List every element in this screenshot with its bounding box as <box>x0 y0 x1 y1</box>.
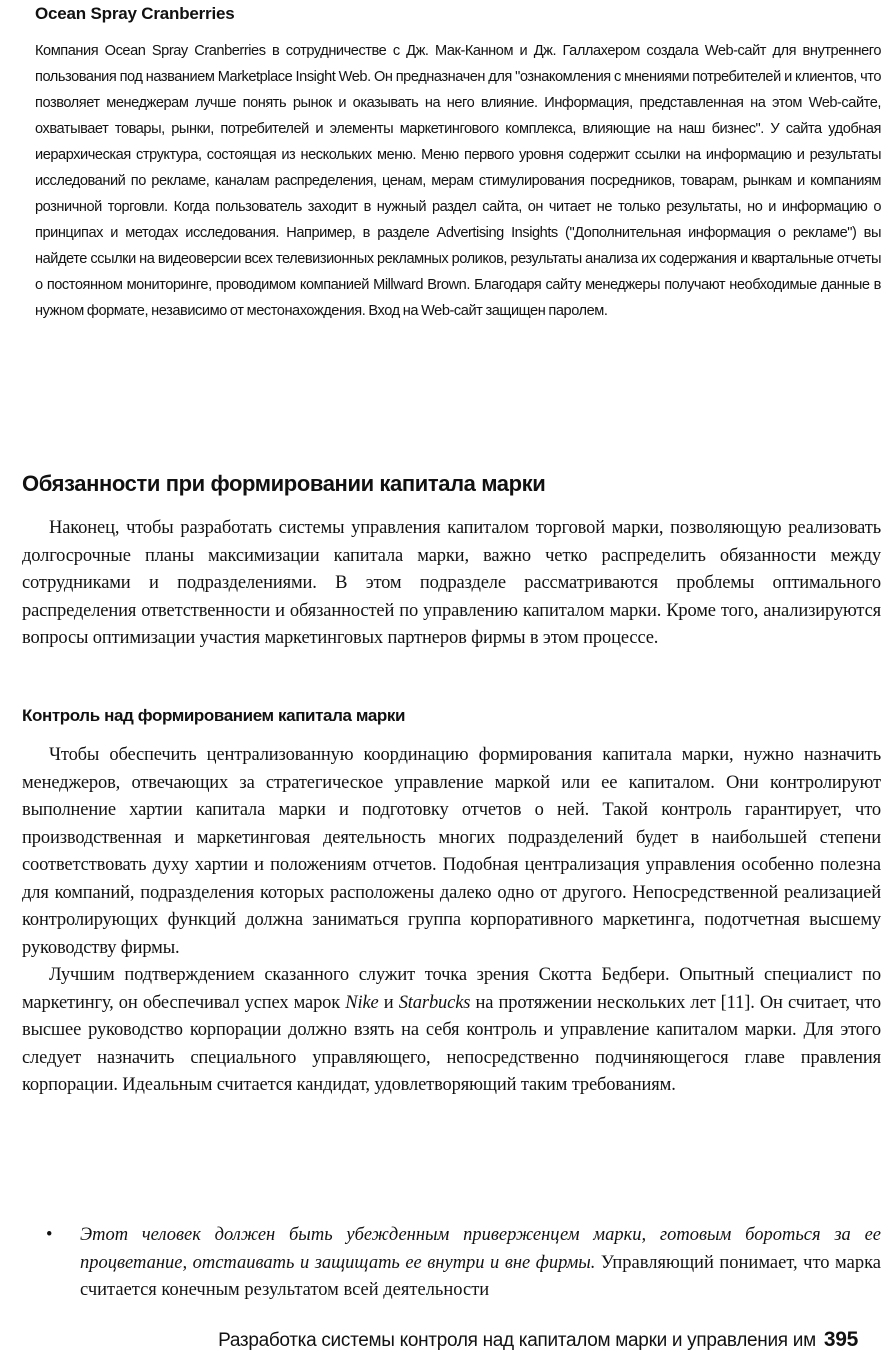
subsection-text-block <box>22 742 881 1100</box>
paragraph-2-and: и <box>378 992 399 1013</box>
section-heading: Обязанности при формировании капитала марки <box>22 471 546 496</box>
subsection-paragraph-2 <box>22 962 881 1100</box>
subsection-paragraph-1: Чтобы обеспечить централизованную координацию формирования капитала марки, нужно назначить менеджеров, отвечающих за стратегическое управление маркой или ее капиталом. Они контролируют выполнение хартии капитала марки и подготовку отчетов о ней. Такой контроль гарантирует, что производственная и маркетинговая деятельность многих подразделений будет в наибольшей степени соответствовать духу хартии и положениям отчетов. Подобная централизация управления особенно полезна для компаний, подразделения которых расположены далеко одно от другого. Непосредственной реализацией контролирующих функций должна заниматься группа корпоративного маркетинга, подотчетная высшему руководству фирмы. <box>22 745 881 958</box>
page-number: 395 <box>823 1328 858 1351</box>
bullet-regular-text: Управляющий понимает, что марка считается конечным результатом всей деятельности <box>80 1252 882 1300</box>
section-paragraph-block <box>22 515 881 653</box>
paragraph-2-text-b: на протяжении нескольких лет [11]. Он считает, что высшее руководство корпорации должно взять на себя контроль и управление капиталом марки. Для этого следует назначить специального управляющего, непосредственно подчиняющегося главе правления корпорации. Идеальным считается кандидат, удовлетворяющий таким требованиям. <box>22 992 881 1095</box>
sidebar-box-text: Компания Ocean Spray Cranberries в сотрудничестве с Дж. Мак-Канном и Дж. Галлахером создала Web-сайт для внутреннего пользования под названием Marketplace Insight Web. Он предназначен для "ознакомления с мнениями потребителей и клиентов, что позволяет менеджерам лучше понять рынок и оказывать на него влияние. Информация, представленная на этом Web-сайте, охватывает товары, рынки, потребителей и элементы маркетингового комплекса, влияющие на наш бизнес". У сайта удобная иерархическая структура, состоящая из нескольких меню. Меню первого уровня содержит ссылки на информацию и результаты исследований по рекламе, каналам распределения, ценам, мерам стимулирования посредников, товарам, рынкам и компаниям розничной торговли. Когда пользователь заходит в нужный раздел сайта, он читает не только результаты, но и информацию о принципах и методах исследования. Например, в разделе Advertising Insights ("Дополнительная информация о рекламе") вы найдете ссылки на видеоверсии всех телевизионных рекламных роликов, результаты анализа их содержания и квартальные отчеты о постоянном мониторинге, проводимом компанией Millward Brown. Благодаря сайту менеджеры получают необходимые данные в нужном формате, независимо от местонахождения. Вход на Web-сайт защищен паролем. <box>35 43 881 319</box>
subsection-heading: Контроль над формированием капитала марки <box>22 706 406 725</box>
bullet-list-item <box>46 1222 881 1305</box>
sidebar-box-title: Ocean Spray Cranberries <box>35 4 235 23</box>
paragraph-2-text-a: Лучшим подтверждением сказанного служит точка зрения Скотта Бедбери. Опытный специалист по маркетингу, он обеспечивал успех марок <box>22 965 881 1013</box>
page-footer <box>218 1328 858 1352</box>
bullet-marker: • <box>46 1225 53 1245</box>
section-paragraph: Наконец, чтобы разработать системы управления капиталом торговой марки, позволяющую реализовать долгосрочные планы максимизации капитала марки, важно четко распределить обязанности между сотрудниками и подразделениями. В этом подразделе рассматриваются проблемы оптимального распределения ответственности и обязанностей по управлению капиталом марки. Кроме того, анализируются вопросы оптимизации участия маркетинговых партнеров фирмы в этом процессе. <box>22 518 881 648</box>
brand-nike: Nike <box>345 992 379 1013</box>
bullet-text <box>80 1222 881 1305</box>
document-page <box>12 0 882 1368</box>
brand-starbucks: Starbucks <box>398 992 471 1013</box>
running-title: Разработка системы контроля над капиталом марки и управления им <box>218 1330 816 1351</box>
bullet-italic-text: Этот человек должен быть убежденным приверженцем марки, готовым бороться за ее процветание, отстаивать и защищать ее внутри и вне фирмы. <box>80 1225 881 1273</box>
